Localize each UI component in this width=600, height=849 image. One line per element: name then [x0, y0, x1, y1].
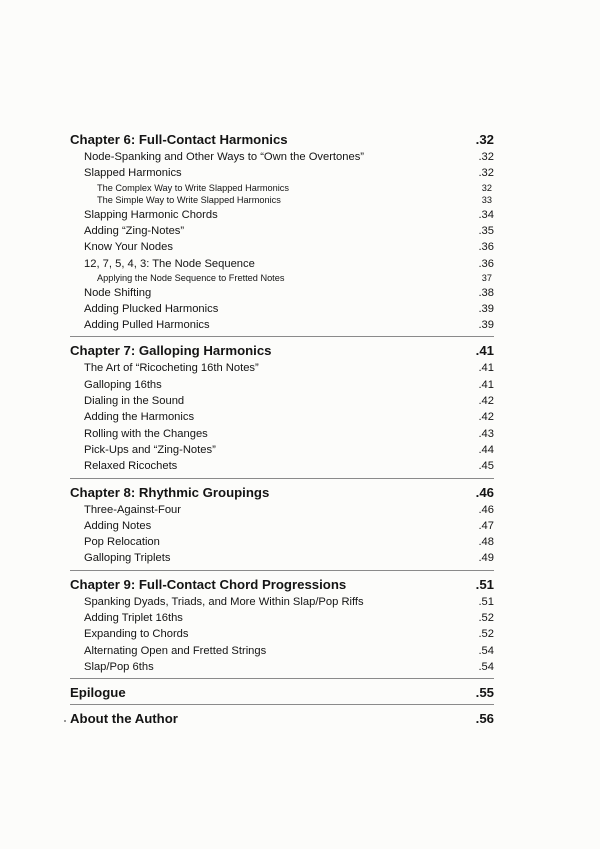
entry-title: Adding the Harmonics	[84, 411, 195, 424]
chapter-block	[70, 130, 494, 336]
toc-section[interactable]	[70, 256, 494, 272]
entry-page-number: .41	[478, 362, 494, 375]
chapter-block	[70, 570, 494, 678]
scan-speck	[64, 720, 66, 722]
entry-title: Expanding to Chords	[84, 628, 189, 641]
entry-page-number: .42	[478, 395, 494, 408]
chapter-entries	[70, 149, 494, 336]
toc-section[interactable]	[70, 442, 494, 458]
entry-page-number: .36	[478, 257, 494, 270]
chapter-heading[interactable]	[70, 683, 494, 702]
entry-page-number: .41	[478, 378, 494, 391]
toc-section[interactable]	[70, 594, 494, 610]
entry-title: Applying the Node Sequence to Fretted Notes	[97, 272, 285, 283]
entry-title: Adding “Zing-Notes”	[84, 225, 185, 238]
toc-section[interactable]	[70, 534, 494, 550]
toc-section[interactable]	[70, 165, 494, 181]
entry-title: Pick-Ups and “Zing-Notes”	[84, 443, 216, 456]
chapter-title: Chapter 8: Rhythmic Groupings	[70, 484, 270, 500]
entry-title: Adding Triplet 16ths	[84, 612, 183, 625]
entry-page-number: .36	[478, 241, 494, 254]
toc-section[interactable]	[70, 285, 494, 301]
entry-page-number: .32	[478, 167, 494, 180]
entry-title: 12, 7, 5, 4, 3: The Node Sequence	[84, 257, 255, 270]
toc-section[interactable]	[70, 610, 494, 626]
entry-title: Spanking Dyads, Triads, and More Within Slap/Pop Riffs	[84, 595, 364, 608]
chapter-block	[70, 678, 494, 704]
toc-section[interactable]	[70, 550, 494, 566]
toc-section[interactable]	[70, 626, 494, 642]
entry-page-number: 32	[481, 182, 492, 193]
entry-title: Node-Spanking and Other Ways to “Own the Overtones”	[84, 151, 365, 163]
toc-section[interactable]	[70, 223, 494, 239]
toc-section[interactable]	[70, 518, 494, 534]
entry-page-number: .44	[478, 443, 494, 456]
entry-page-number: .35	[478, 225, 494, 238]
entry-title: Adding Plucked Harmonics	[84, 302, 219, 315]
entry-page-number: .46	[478, 503, 494, 516]
entry-page-number: .39	[478, 319, 494, 332]
toc-section[interactable]	[70, 393, 494, 409]
toc-section[interactable]	[70, 426, 494, 442]
toc-subsection[interactable]	[70, 272, 494, 285]
toc-section[interactable]	[70, 409, 494, 425]
chapter-page-number: .51	[475, 576, 494, 592]
entry-page-number: .54	[478, 660, 494, 673]
toc-section[interactable]	[70, 149, 494, 165]
toc-section[interactable]	[70, 643, 494, 659]
chapter-title: About the Author	[70, 711, 178, 727]
chapter-block	[70, 704, 494, 730]
chapter-title: Chapter 9: Full-Contact Chord Progressions	[70, 576, 347, 592]
chapter-page-number: .56	[475, 711, 494, 727]
entry-page-number: .52	[478, 628, 494, 641]
entry-title: Three-Against-Four	[84, 503, 181, 516]
chapter-page-number: .46	[475, 484, 494, 500]
chapter-block	[70, 336, 494, 477]
entry-page-number: .49	[478, 552, 494, 565]
toc-subsection[interactable]	[70, 194, 494, 207]
entry-page-number: .42	[478, 411, 494, 424]
chapter-page-number: .55	[475, 685, 494, 701]
entry-title: Adding Pulled Harmonics	[84, 319, 210, 332]
chapter-entries	[70, 502, 494, 570]
toc-section[interactable]	[70, 659, 494, 675]
toc-section[interactable]	[70, 458, 494, 474]
entry-title: Pop Relocation	[84, 536, 160, 549]
entry-page-number: .47	[478, 519, 494, 532]
entry-page-number: .54	[478, 644, 494, 657]
entry-title: Rolling with the Changes	[84, 427, 208, 440]
chapter-title: Epilogue	[70, 685, 126, 701]
entry-page-number: .32	[478, 151, 494, 163]
entry-title: Alternating Open and Fretted Strings	[84, 644, 267, 657]
chapter-entries	[70, 594, 494, 678]
entry-title: The Art of “Ricocheting 16th Notes”	[84, 362, 259, 375]
chapter-title: Chapter 7: Galloping Harmonics	[70, 343, 272, 359]
chapter-page-number: .32	[475, 132, 494, 147]
entry-title: Slap/Pop 6ths	[84, 660, 154, 673]
entry-page-number: .39	[478, 302, 494, 315]
chapter-heading[interactable]	[70, 483, 494, 502]
chapter-title: Chapter 6: Full-Contact Harmonics	[70, 132, 288, 147]
chapter-heading[interactable]	[70, 341, 494, 360]
entry-title: Galloping 16ths	[84, 378, 162, 391]
chapter-entries	[70, 360, 494, 477]
toc-section[interactable]	[70, 301, 494, 317]
toc-section[interactable]	[70, 360, 494, 376]
entry-page-number: .38	[478, 286, 494, 299]
entry-page-number: .51	[478, 595, 494, 608]
chapter-heading[interactable]	[70, 709, 494, 728]
chapter-heading[interactable]	[70, 575, 494, 594]
entry-title: Galloping Triplets	[84, 552, 171, 565]
entry-page-number: 37	[481, 272, 492, 283]
entry-title: Adding Notes	[84, 519, 152, 532]
entry-page-number: .48	[478, 536, 494, 549]
toc-subsection[interactable]	[70, 182, 494, 195]
entry-page-number: .34	[478, 208, 494, 221]
entry-title: Know Your Nodes	[84, 241, 173, 254]
entry-title: Node Shifting	[84, 286, 152, 299]
entry-title: Slapping Harmonic Chords	[84, 208, 218, 221]
toc-section[interactable]	[70, 502, 494, 518]
entry-page-number: .43	[478, 427, 494, 440]
entry-title: The Simple Way to Write Slapped Harmonics	[97, 195, 281, 206]
entry-title: Relaxed Ricochets	[84, 460, 178, 473]
entry-page-number: .45	[478, 460, 494, 473]
toc-section[interactable]	[70, 239, 494, 255]
chapter-page-number: .41	[475, 343, 494, 359]
chapter-heading[interactable]	[70, 130, 494, 149]
entry-title: Dialing in the Sound	[84, 395, 185, 408]
chapter-block	[70, 478, 494, 570]
entry-page-number: 33	[481, 195, 492, 206]
toc-section[interactable]	[70, 207, 494, 223]
entry-title: The Complex Way to Write Slapped Harmonics	[97, 182, 289, 193]
table-of-contents	[70, 126, 494, 730]
entry-page-number: .52	[478, 612, 494, 625]
toc-section[interactable]	[70, 377, 494, 393]
entry-title: Slapped Harmonics	[84, 167, 182, 180]
toc-section[interactable]	[70, 317, 494, 333]
